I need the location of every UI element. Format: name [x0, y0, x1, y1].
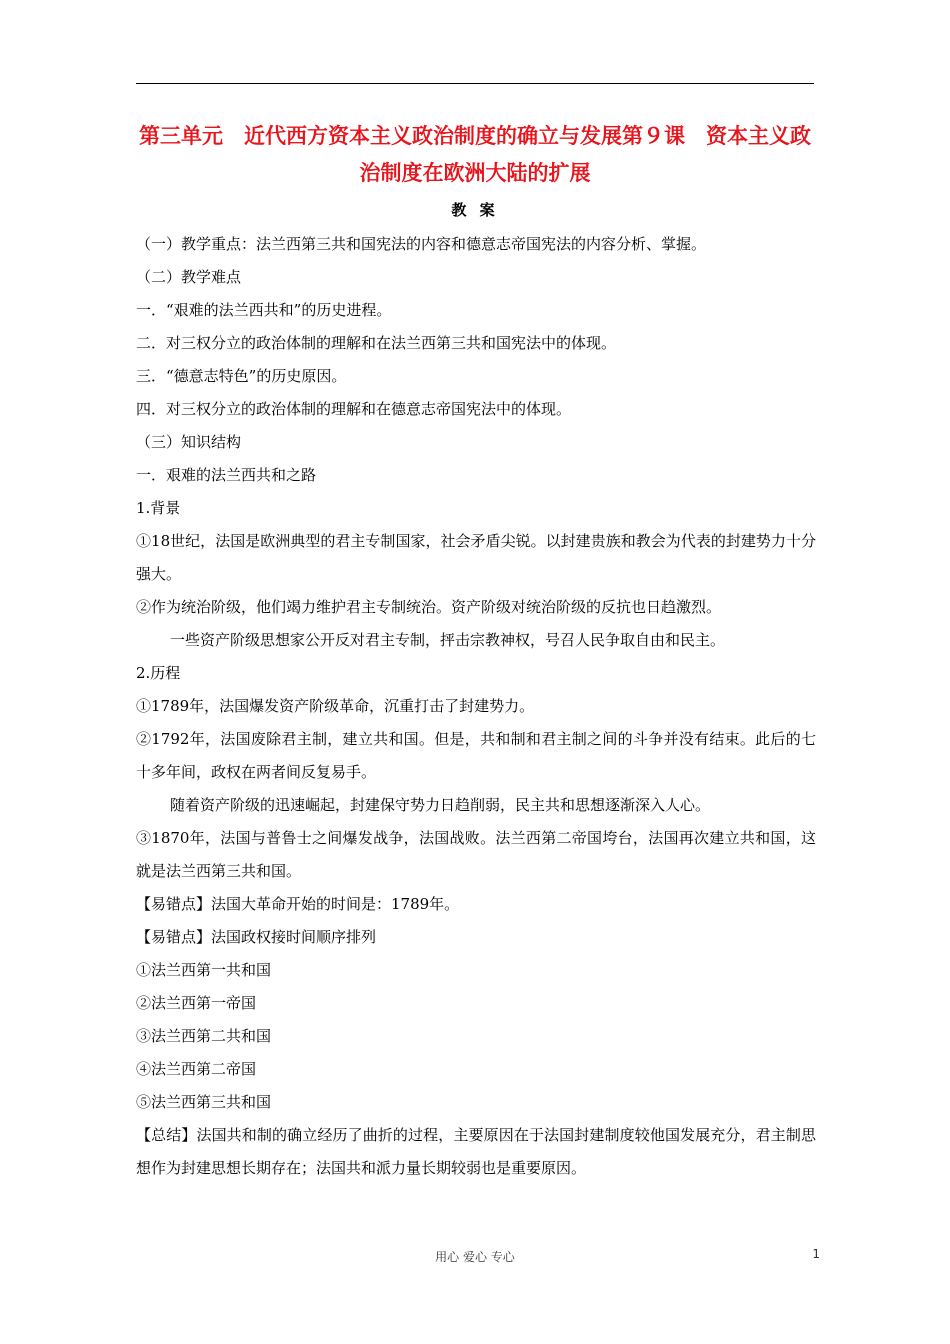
paragraph-background-1: ①18世纪，法国是欧洲典型的君主专制国家，社会矛盾尖锐。以封建贵族和教会为代表的封建势力十分强大。 [136, 532, 816, 583]
document-subtitle: 教 案 [451, 201, 499, 219]
list-item: ③法兰西第二共和国 [136, 1027, 272, 1045]
paragraph-history-4: ③1870年，法国与普鲁士之间爆发战争，法国战败。法兰西第二帝国垮台，法国再次建立共和国，这就是法兰西第三共和国。 [136, 829, 816, 880]
subsection-history: 2.历程 [136, 664, 181, 682]
section-heading-1: 一．艰难的法兰西共和之路 [136, 466, 317, 484]
paragraph-background-3: 一些资产阶级思想家公开反对君主专制，抨击宗教神权，号召人民争取自由和民主。 [170, 631, 726, 649]
list-item: ⑤法兰西第三共和国 [136, 1093, 272, 1111]
paragraph-difficulty-4: 四．对三权分立的政治体制的理解和在德意志帝国宪法中的体现。 [136, 400, 572, 418]
paragraph-teaching-difficulty-heading: （二）教学难点 [136, 268, 242, 286]
paragraph-history-2: ②1792年，法国废除君主制，建立共和国。但是，共和制和君主制之间的斗争并没有结束。此后的七十多年间，政权在两者间反复易手。 [136, 730, 816, 781]
list-item: ④法兰西第二帝国 [136, 1060, 257, 1078]
paragraph-difficulty-2: 二．对三权分立的政治体制的理解和在法兰西第三共和国宪法中的体现。 [136, 334, 617, 352]
document-title: 第三单元 近代西方资本主义政治制度的确立与发展第９课 资本主义政治制度在欧洲大陆的扩展 [139, 124, 811, 185]
list-item: ①法兰西第一共和国 [136, 961, 272, 979]
list-item: ②法兰西第一帝国 [136, 994, 257, 1012]
header-rule [136, 83, 814, 84]
subsection-background: 1.背景 [136, 499, 181, 517]
paragraph-summary: 【总结】法国共和制的确立经历了曲折的过程，主要原因在于法国封建制度较他国发展充分，君主制思想作为封建思想长期存在；法国共和派力量长期较弱也是重要原因。 [136, 1126, 816, 1177]
page-number: 1 [812, 1247, 820, 1261]
document-body [136, 232, 816, 1189]
paragraph-history-3: 随着资产阶级的迅速崛起，封建保守势力日趋削弱，民主共和思想逐渐深入人心。 [170, 796, 711, 814]
paragraph-difficulty-3: 三．“德意志特色”的历史原因。 [136, 367, 347, 385]
note-error-prone-2: 【易错点】法国政权接时间顺序排列 [136, 928, 377, 946]
paragraph-background-2: ②作为统治阶级，他们竭力维护君主专制统治。资产阶级对统治阶级的反抗也日趋激烈。 [136, 598, 722, 616]
note-error-prone-1: 【易错点】法国大革命开始的时间是：1789年。 [136, 895, 460, 913]
paragraph-difficulty-1: 一．“艰难的法兰西共和”的历史进程。 [136, 301, 392, 319]
paragraph-knowledge-structure-heading: （三）知识结构 [136, 433, 242, 451]
footer-motto: 用心 爱心 专心 [435, 1250, 515, 1264]
paragraph-history-1: ①1789年，法国爆发资产阶级革命，沉重打击了封建势力。 [136, 697, 535, 715]
paragraph-teaching-focus: （一）教学重点：法兰西第三共和国宪法的内容和德意志帝国宪法的内容分析、掌握。 [136, 235, 707, 253]
